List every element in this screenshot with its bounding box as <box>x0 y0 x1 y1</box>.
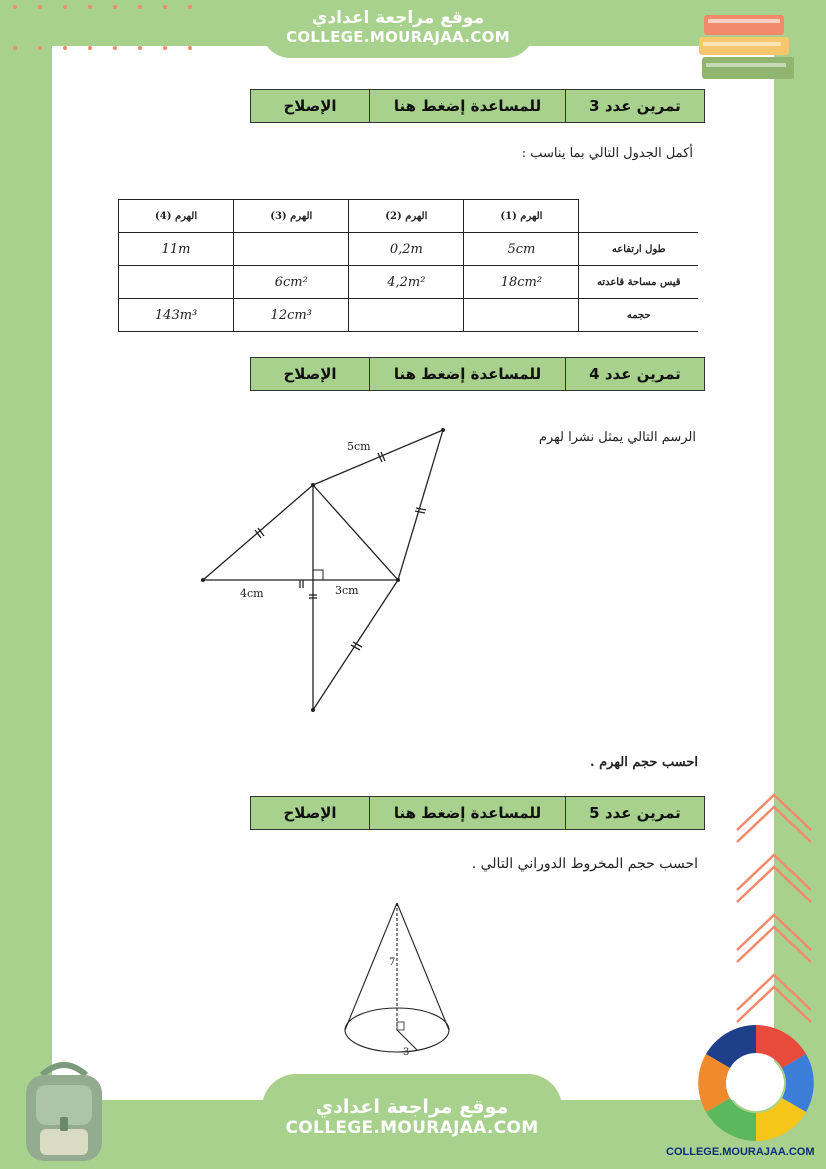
corner-cell <box>579 200 698 233</box>
site-banner-bottom[interactable] <box>262 1074 562 1169</box>
site-domain: COLLEGE.MOURAJAA.COM <box>285 1118 539 1138</box>
header-cell: الهرم (4) <box>119 200 234 233</box>
chevron-decoration-icon <box>732 790 818 1030</box>
exercise-5-header <box>250 796 705 830</box>
pyramid-net-diagram <box>195 420 465 720</box>
table-cell: 18cm² <box>464 266 579 299</box>
subjects-wheel-icon <box>695 1022 817 1144</box>
table-cell: 143m³ <box>119 299 234 332</box>
exercise-title: تمرين عدد 3 <box>565 90 704 122</box>
cone-diagram <box>335 895 465 1065</box>
help-link[interactable]: للمساعدة إضغط هنا <box>369 797 565 829</box>
table-cell <box>464 299 579 332</box>
table-cell: 11m <box>119 233 234 266</box>
books-icon <box>694 10 804 100</box>
label-left: 4cm <box>240 587 264 600</box>
ex4-question: احسب حجم الهرم . <box>590 755 698 770</box>
header-cell: الهرم (1) <box>464 200 579 233</box>
site-domain: COLLEGE.MOURAJAA.COM <box>286 28 510 46</box>
header-cell: الهرم (3) <box>234 200 349 233</box>
exercise-3-header <box>250 89 705 123</box>
decorative-dots <box>0 0 200 55</box>
label-right: 3cm <box>335 584 359 597</box>
label-radius: 3 <box>403 1047 410 1058</box>
ex4-intro: الرسم التالي يمثل نشرا لهرم <box>538 430 696 445</box>
site-name: موقع مراجعة اعدادي <box>315 1096 509 1118</box>
table-cell <box>349 299 464 332</box>
correction-link[interactable]: الإصلاح <box>283 365 337 383</box>
table-cell: 4,2m² <box>349 266 464 299</box>
ex5-instruction: احسب حجم المخروط الدوراني التالي . <box>471 856 698 872</box>
ex3-instruction: أكمل الجدول التالي بما يناسب : <box>521 146 693 161</box>
correction-link[interactable]: الإصلاح <box>283 97 337 115</box>
table-cell: 12cm³ <box>234 299 349 332</box>
row-label: حجمه <box>579 299 698 332</box>
site-banner-top[interactable] <box>262 0 534 58</box>
exercise-title: تمرين عدد 5 <box>565 797 704 829</box>
table-cell: 0,2m <box>349 233 464 266</box>
label-top: 5cm <box>347 440 371 453</box>
exercise-4-header <box>250 357 705 391</box>
help-link[interactable]: للمساعدة إضغط هنا <box>369 90 565 122</box>
row-label: طول ارتفاعه <box>579 233 698 266</box>
help-link[interactable]: للمساعدة إضغط هنا <box>369 358 565 390</box>
table-cell <box>234 233 349 266</box>
label-height: 7 <box>389 957 396 968</box>
site-name: موقع مراجعة اعدادي <box>311 8 485 28</box>
table-cell: 5cm <box>464 233 579 266</box>
backpack-icon <box>12 1055 117 1165</box>
pyramid-table <box>118 199 698 332</box>
row-label: قيس مساحة قاعدته <box>579 266 698 299</box>
header-cell: الهرم (2) <box>349 200 464 233</box>
brand-footer: COLLEGE.MOURAJAA.COM <box>666 1146 815 1158</box>
exercise-title: تمرين عدد 4 <box>565 358 704 390</box>
table-cell <box>119 266 234 299</box>
correction-link[interactable]: الإصلاح <box>283 804 337 822</box>
table-cell: 6cm² <box>234 266 349 299</box>
